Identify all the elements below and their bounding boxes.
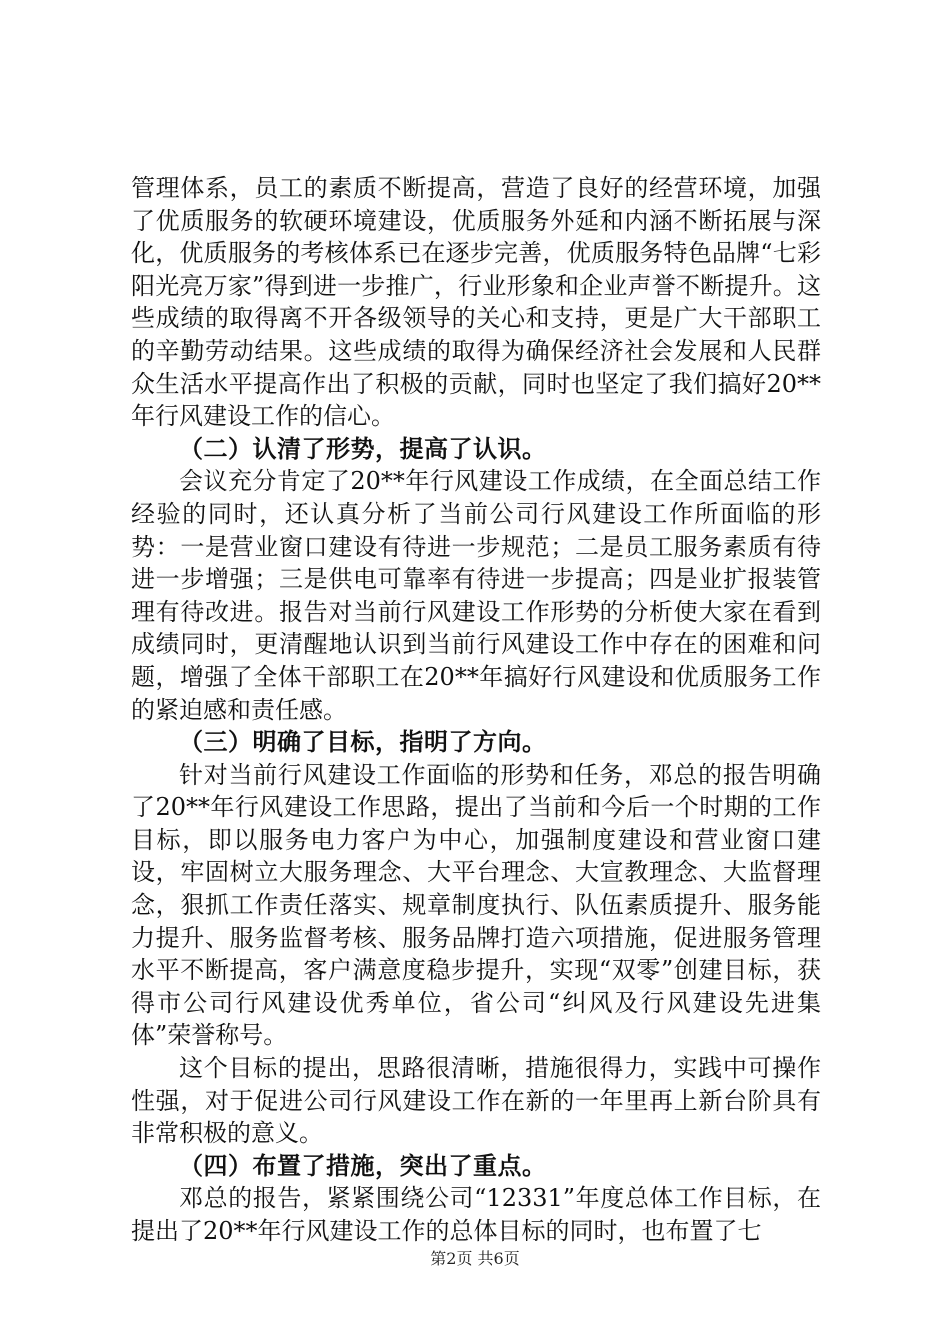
section-heading-2: （二）认清了形势，提高了认识。 [179,434,547,463]
section-heading-3: （三）明确了目标，指明了方向。 [179,728,547,757]
paragraph-continuation: 管理体系，员工的素质不断提高，营造了良好的经营环境，加强了优质服务的软硬环境建设，优质服务外延和内涵不断拓展与深化，优质服务的考核体系已在逐步完善，优质服务特色品牌“七彩阳光亮万家”得到进一步推广，行业形象和企业声誉不断提升。这些成绩的取得离不开各级领导的关心和支持，更是广大干部职工的辛勤劳动结果。这些成绩的取得为确保经济社会发展和人民群众生活水平提高作出了积极的贡献，同时也坚定了我们搞好20**年行风建设工作的信心。 [131,174,821,431]
page-number-footer: 第2页 共6页 [430,1249,520,1268]
section-heading-4: （四）布置了措施，突出了重点。 [179,1151,547,1180]
paragraph-goal-significance: 这个目标的提出，思路很清晰，措施很得力，实践中可操作性强，对于促进公司行风建设工作在新的一年里再上新台阶具有非常积极的意义。 [131,1054,821,1148]
paragraph-measures: 邓总的报告，紧紧围绕公司“12331”年度总体工作目标，在提出了20**年行风建设工作的总体目标的同时，也布置了七 [131,1184,821,1245]
paragraph-situation: 会议充分肯定了20**年行风建设工作成绩，在全面总结工作经验的同时，还认真分析了当前公司行风建设工作所面临的形势：一是营业窗口建设有待进一步规范；二是员工服务素质有待进一步增强；三是供电可靠率有待进一步提高；四是业扩报装管理有待改进。报告对当前行风建设工作形势的分析使大家在看到成绩同时，更清醒地认识到当前行风建设工作中存在的困难和问题，增强了全体干部职工在20**年搞好行风建设和优质服务工作的紧迫感和责任感。 [131,467,821,724]
paragraph-goals: 针对当前行风建设工作面临的形势和任务，邓总的报告明确了20**年行风建设工作思路，提出了当前和今后一个时期的工作目标，即以服务电力客户为中心，加强制度建设和营业窗口建设，牢固树立大服务理念、大平台理念、大宣教理念、大监督理念，狠抓工作责任落实、规章制度执行、队伍素质提升、服务能力提升、服务监督考核、服务品牌打造六项措施，促进服务管理水平不断提高，客户满意度稳步提升，实现“双零”创建目标，获得市公司行风建设优秀单位，省公司“纠风及行风建设先进集体”荣誉称号。 [131,760,821,1050]
document-body [131,172,821,1248]
